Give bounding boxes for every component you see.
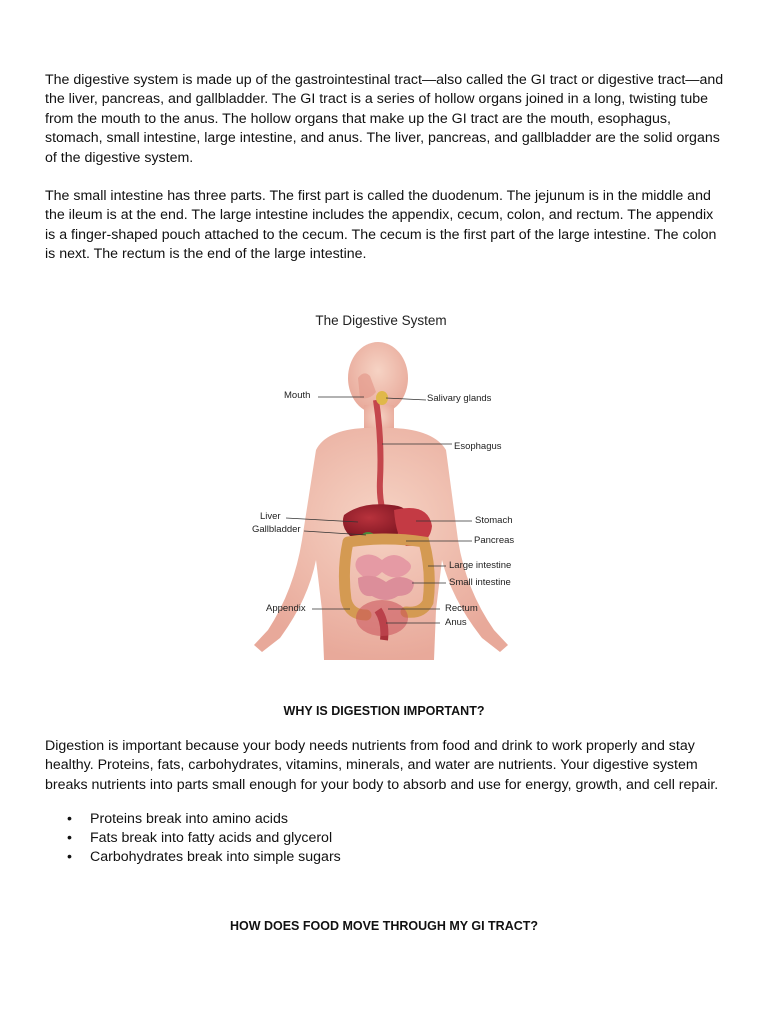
label-esophagus: Esophagus (454, 441, 502, 452)
bullet-icon: • (67, 849, 72, 866)
bullet-icon: • (67, 830, 72, 847)
bullet-text: Carbohydrates break into simple sugars (90, 849, 341, 866)
label-mouth: Mouth (284, 390, 311, 401)
intro-paragraph-2: The small intestine has three parts. The first part is called the duodenum. The jejunum is in the middle and the ileum is at the end. The large intestine includes the appendix, cecum, colon, and rectum. The appendix is a finger-shaped pouch attached to the cecum. The cecum is the first part of the large intestine. The colon is next. The rectum is the end of the large intestine. (45, 188, 717, 263)
nutrient-bullet-list (45, 810, 341, 868)
label-large-intestine: Large intestine (449, 560, 512, 571)
figure-title: The Digestive System (315, 313, 447, 328)
bullet-text: Proteins break into amino acids (90, 811, 288, 827)
list-item (45, 810, 341, 829)
section-heading-why-digestion: WHY IS DIGESTION IMPORTANT? (283, 704, 485, 718)
label-liver: Liver (260, 511, 281, 522)
label-stomach: Stomach (475, 515, 513, 526)
label-pancreas: Pancreas (474, 535, 515, 546)
bullet-text: Fats break into fatty acids and glycerol (90, 830, 333, 847)
label-appendix: Appendix (266, 603, 306, 614)
intro-paragraph-1: The digestive system is made up of the gastrointestinal tract—also called the GI tract or digestive tract—and the liver, pancreas, and gallbladder. The GI tract is a series of hollow organs joined in a long, twisting tube from the mouth to the anus. The hollow organs that make up the GI tract are the mouth, esophagus, stomach, small intestine, large intestine, and anus. The liver, pancreas, and gallbladder are the solid organs of the digestive system. (45, 72, 724, 166)
list-item (45, 829, 341, 848)
section-heading-food-movement: HOW DOES FOOD MOVE THROUGH MY GI TRACT? (229, 919, 539, 933)
bullet-icon: • (67, 811, 72, 827)
list-item (45, 848, 341, 867)
label-anus: Anus (445, 617, 467, 628)
label-salivary-glands: Salivary glands (427, 393, 492, 404)
label-gallbladder: Gallbladder (252, 524, 301, 535)
label-rectum: Rectum (445, 603, 478, 614)
digestion-paragraph: Digestion is important because your body needs nutrients from food and drink to work properly and stay healthy. Proteins, fats, carbohydrates, vitamins, minerals, and water are nutrients. Your digestive system breaks nutrients into parts small enough for your body to absorb and use for energy, growth, and cell repair. (45, 738, 719, 793)
label-small-intestine: Small intestine (449, 577, 511, 588)
digestive-system-figure (246, 310, 526, 660)
